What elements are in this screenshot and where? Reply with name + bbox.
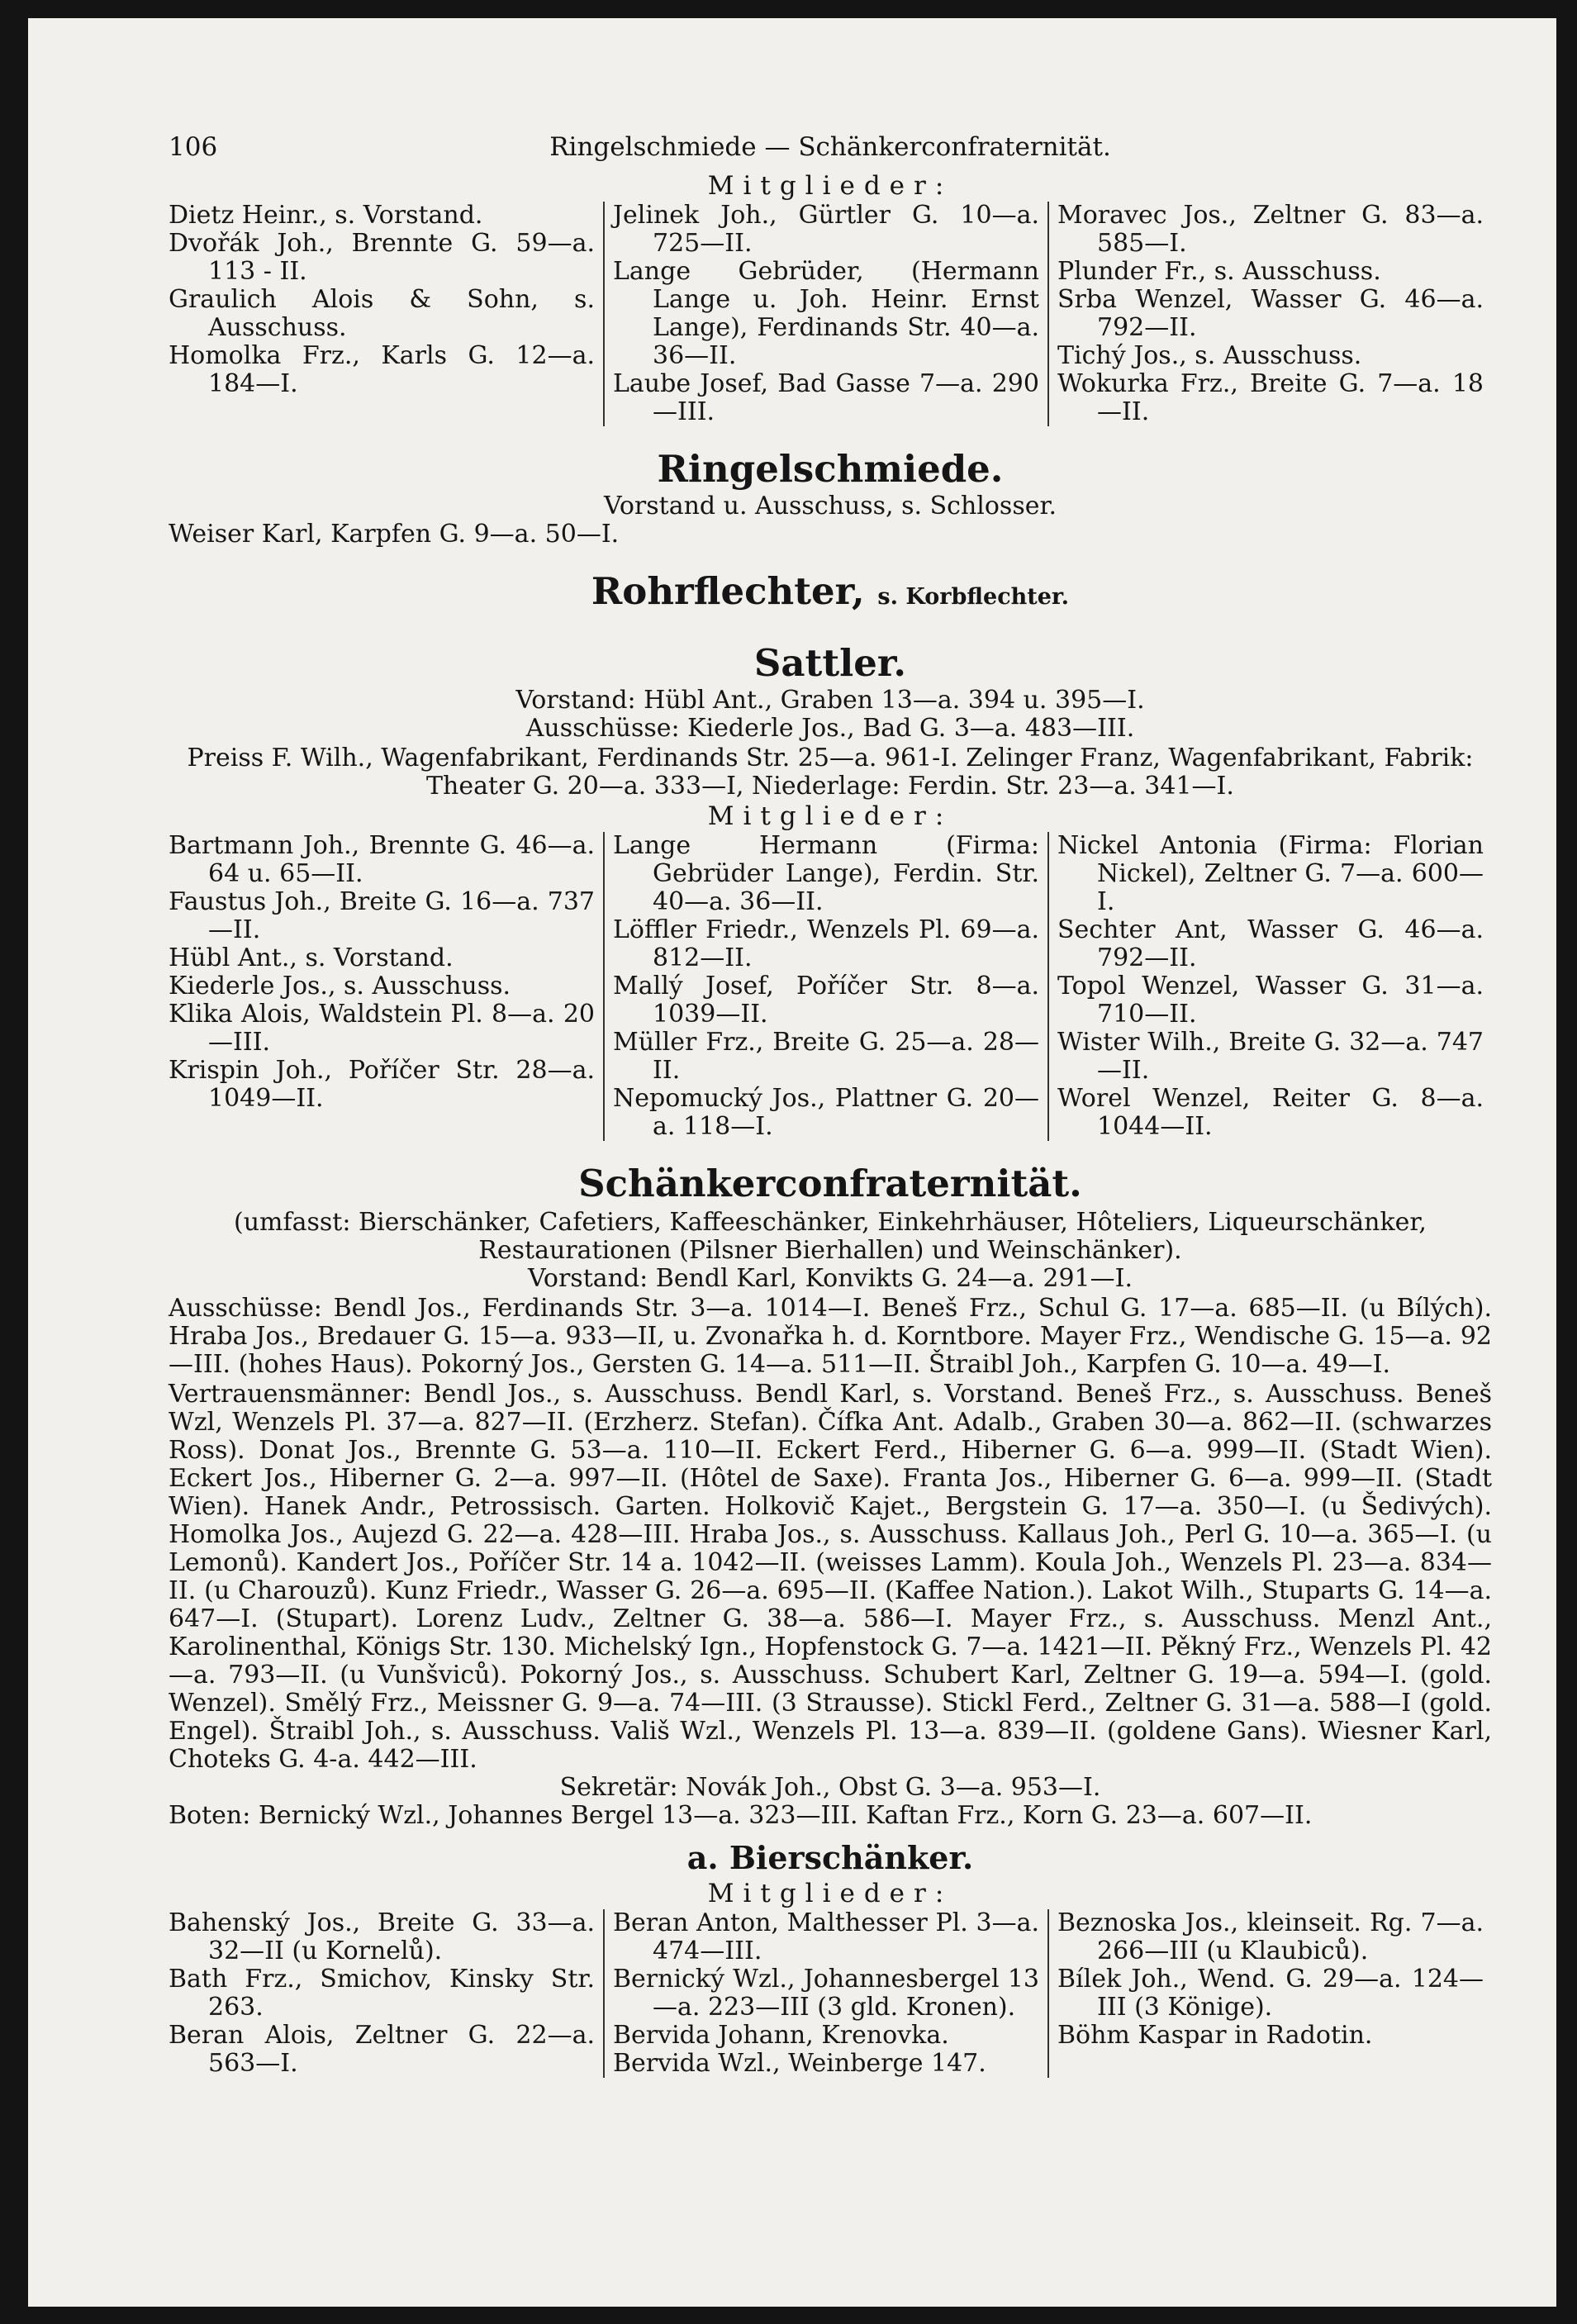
members-column (1047, 202, 1492, 426)
schaenker-vertrauensmaenner: Vertrauensmänner: Bendl Jos., s. Ausschuss. Bendl Karl, s. Vorstand. Beneš Frz., s. Ausschuss. Beneš Wzl, Wenzels Pl. 37—a. 827—II. (Erzherz. Stefan). Čífka Ant. Adalb., Graben 30—a. 862—II. (schwarzes Ross). Donat Jos., Brennte G. 53—a. 110—II. Eckert Ferd., Hiberner G. 6—a. 999—II. (Stadt Wien). Eckert Jos., Hiberner G. 2—a. 997—II. (Hôtel de Saxe). Franta Jos., Hiberner G. 6—a. 999—II. (Stadt Wien). Hanek Andr., Petrossisch. Garten. Holkovič Kajet., Bergstein G. 17—a. 350—I. (u Šedivých). Homolka Jos., Aujezd G. 22—a. 428—III. Hraba Jos., s. Ausschuss. Kallaus Joh., Perl G. 10—a. 365—I. (u Lemonů). Kandert Jos., Poříčer Str. 14 a. 1042—II. (weisses Lamm). Koula Joh., Wenzels Pl. 23—a. 834—II. (u Charouzů). Kunz Friedr., Wasser G. 26—a. 695—II. (Kaffee Nation.). Lakot Wilh., Stuparts G. 14—a. 647—I. (Stupart). Lorenz Ludv., Zeltner G. 38—a. 586—I. Mayer Frz., s. Ausschuss. Menzl Ant., Karolinenthal, Königs Str. 130. Michelský Ign., Hopfenstock G. 7—a. 1421—II. Pěkný Frz., Wenzels Pl. 42—a. 793—II. (u Vunšviců). Pokorný Jos., s. Ausschuss. Schubert Karl, Zeltner G. 19—a. 594—I. (gold. Wenzel). Smělý Frz., Meissner G. 9—a. 74—III. (3 Strausse). Stickl Ferd., Zeltner G. 31—a. 588—I (gold. Engel). Štraibl Joh., s. Ausschuss. Vališ Wzl., Wenzels Pl. 13—a. 839—II. (goldene Gans). Wiesner Karl, Choteks G. 4-a. 442—III. (169, 1380, 1492, 1774)
member-entry: Krispin Joh., Poříčer Str. 28—a. 1049—II. (169, 1056, 595, 1113)
member-entry: Lange Gebrüder, (Hermann Lange u. Joh. Heinr. Ernst Lange), Ferdinands Str. 40—a. 36—II. (613, 257, 1039, 370)
rohrflechter-title: Rohrflechter, (591, 569, 865, 613)
member-entry: Sechter Ant, Wasser G. 46—a. 792—II. (1057, 915, 1484, 972)
sattler-ausschuesse: Ausschüsse: Kiederle Jos., Bad G. 3—a. 483—III. (525, 714, 1135, 743)
member-entry: Faustus Joh., Breite G. 16—a. 737—II. (169, 887, 595, 944)
member-entry: Laube Josef, Bad Gasse 7—a. 290—III. (613, 369, 1039, 426)
schaenker-sekretaer: Sekretär: Novák Joh., Obst G. 3—a. 953—I. (559, 1773, 1101, 1802)
ringelschmiede-member: Weiser Karl, Karpfen G. 9—a. 50—I. (169, 520, 620, 549)
member-entry: Beran Alois, Zeltner G. 22—a. 563—I. (169, 2021, 595, 2078)
member-entry: Löffler Friedr., Wenzels Pl. 69—a. 812—II. (613, 915, 1039, 972)
bierschaenker-members-columns (169, 1909, 1492, 2078)
member-entry: Hübl Ant., s. Vorstand. (169, 943, 454, 972)
members-column (169, 832, 603, 1141)
page-header (169, 116, 1492, 170)
member-entry: Dvořák Joh., Brennte G. 59—a. 113 - II. (169, 229, 595, 286)
member-entry: Wister Wilh., Breite G. 32—a. 747—II. (1057, 1028, 1484, 1085)
section-title-sattler: Sattler. (753, 641, 907, 685)
member-entry: Jelinek Joh., Gürtler G. 10—a. 725—II. (613, 201, 1039, 258)
page-number: 106 (169, 132, 218, 162)
schaenker-umfasst: (umfasst: Bierschänker, Cafetiers, Kaffeeschänker, Einkehrhäuser, Hôteliers, Liqueurschänker, Restaurationen (Pilsner Bierhallen) und Weinschänker). (234, 1208, 1427, 1265)
members-column (603, 202, 1047, 426)
member-entry: Kiederle Jos., s. Ausschuss. (169, 972, 511, 1000)
member-entry: Böhm Kaspar in Radotin. (1057, 2021, 1373, 2050)
top-members-columns (169, 202, 1492, 426)
member-entry: Beznoska Jos., kleinseit. Rg. 7—a. 266—III (u Klaubiců). (1057, 1908, 1484, 1965)
schaenker-vorstand: Vorstand: Bendl Karl, Konvikts G. 24—a. 291—I. (527, 1264, 1133, 1293)
member-entry: Mallý Josef, Poříčer Str. 8—a. 1039—II. (613, 972, 1039, 1029)
member-entry: Nepomucký Jos., Plattner G. 20—a. 118—I. (613, 1084, 1039, 1141)
member-entry: Bílek Joh., Wend. G. 29—a. 124—III (3 Könige). (1057, 1965, 1484, 2022)
members-column (603, 832, 1047, 1141)
section-title-ringelschmiede: Ringelschmiede. (657, 447, 1004, 491)
member-entry: Tichý Jos., s. Ausschuss. (1057, 341, 1362, 370)
members-label: Mitglieder: (707, 801, 953, 831)
rohrflechter-reference: s. Korbflechter. (877, 584, 1070, 610)
member-entry: Bernický Wzl., Johannesbergel 13—a. 223—III (3 gld. Kronen). (613, 1965, 1039, 2022)
running-title: Ringelschmiede — Schänkerconfraternität. (549, 132, 1111, 162)
member-entry: Graulich Alois & Sohn, s. Ausschuss. (169, 285, 595, 342)
member-entry: Homolka Frz., Karls G. 12—a. 184—I. (169, 341, 595, 398)
members-label: Mitglieder: (707, 1879, 953, 1908)
member-entry: Bervida Johann, Krenovka. (613, 2021, 949, 2050)
schaenker-boten: Boten: Bernický Wzl., Johannes Bergel 13—a. 323—III. Kaftan Frz., Korn G. 23—a. 607—II. (169, 1801, 1313, 1830)
members-column (603, 1909, 1047, 2078)
sattler-members-columns (169, 832, 1492, 1141)
member-entry: Müller Frz., Breite G. 25—a. 28—II. (613, 1028, 1039, 1085)
member-entry: Topol Wenzel, Wasser G. 31—a. 710—II. (1057, 972, 1484, 1029)
section-title-schaenkerconfraternitaet: Schänkerconfraternität. (578, 1162, 1082, 1205)
member-entry: Bath Frz., Smichov, Kinsky Str. 263. (169, 1965, 595, 2022)
member-entry: Lange Hermann (Firma: Gebrüder Lange), Ferdin. Str. 40—a. 36—II. (613, 831, 1039, 916)
section-title-bierschaenker: a. Bierschänker. (686, 1839, 974, 1876)
member-entry: Beran Anton, Malthesser Pl. 3—a. 474—III. (613, 1908, 1039, 1965)
members-column (169, 202, 603, 426)
section-title-rohrflechter (169, 568, 1492, 620)
sattler-vorstand: Vorstand: Hübl Ant., Graben 13—a. 394 u. 395—I. (515, 686, 1145, 715)
member-entry: Bervida Wzl., Weinberge 147. (613, 2049, 986, 2078)
member-entry: Moravec Jos., Zeltner G. 83—a. 585—I. (1057, 201, 1484, 258)
document-page (28, 18, 1556, 2307)
member-entry: Nickel Antonia (Firma: Florian Nickel), Zeltner G. 7—a. 600—I. (1057, 831, 1484, 916)
members-column (1047, 1909, 1492, 2078)
member-entry: Worel Wenzel, Reiter G. 8—a. 1044—II. (1057, 1084, 1484, 1141)
members-column (1047, 832, 1492, 1141)
member-entry: Bahenský Jos., Breite G. 33—a. 32—II (u Kornelů). (169, 1908, 595, 1965)
member-entry: Srba Wenzel, Wasser G. 46—a. 792—II. (1057, 285, 1484, 342)
sattler-extra: Preiss F. Wilh., Wagenfabrikant, Ferdinands Str. 25—a. 961-I. Zelinger Franz, Wagenfabrikant, Fabrik: Theater G. 20—a. 333—I, Niederlage: Ferdin. Str. 23—a. 341—I. (187, 744, 1474, 801)
member-entry: Dietz Heinr., s. Vorstand. (169, 201, 483, 230)
member-entry: Plunder Fr., s. Ausschuss. (1057, 257, 1381, 286)
member-entry: Bartmann Joh., Brennte G. 46—a. 64 u. 65—II. (169, 831, 595, 888)
members-label: Mitglieder: (707, 171, 953, 201)
members-column (169, 1909, 603, 2078)
member-entry: Wokurka Frz., Breite G. 7—a. 18—II. (1057, 369, 1484, 426)
ringelschmiede-vorstand: Vorstand u. Ausschuss, s. Schlosser. (603, 492, 1057, 520)
member-entry: Klika Alois, Waldstein Pl. 8—a. 20—III. (169, 1000, 595, 1057)
schaenker-ausschuesse: Ausschüsse: Bendl Jos., Ferdinands Str. 3—a. 1014—I. Beneš Frz., Schul G. 17—a. 685—II. (u Bílých). Hraba Jos., Bredauer G. 15—a. 933—II, u. Zvonařka h. d. Korntbore. Mayer Frz., Wendische G. 15—a. 92—III. (hohes Haus). Pokorný Jos., Gersten G. 14—a. 511—II. Štraibl Joh., Karpfen G. 10—a. 49—I. (169, 1294, 1492, 1379)
